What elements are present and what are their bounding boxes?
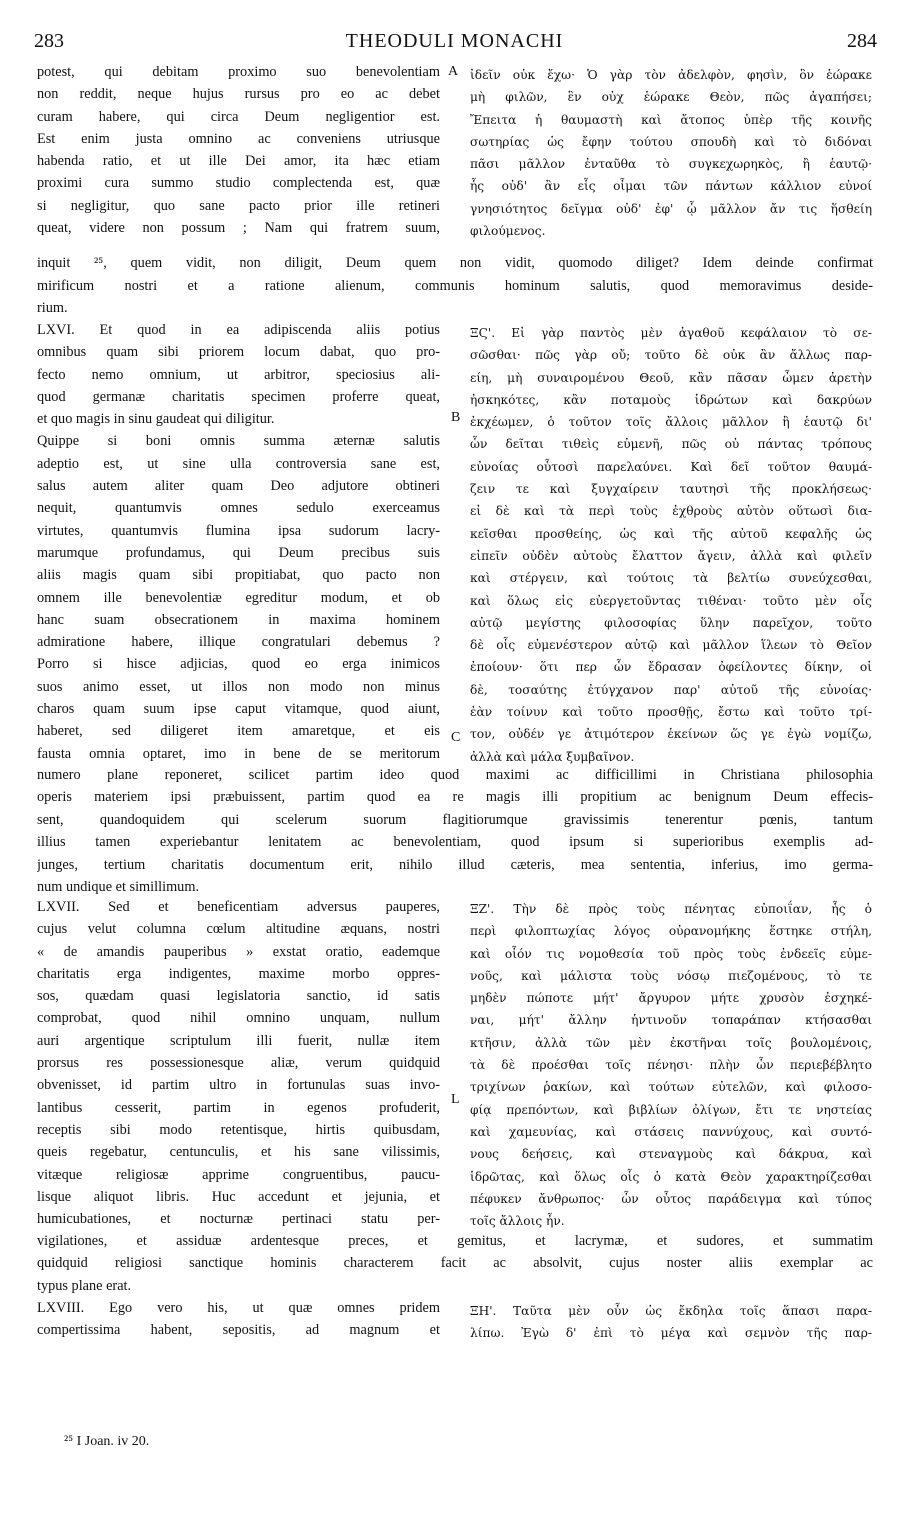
greek-line: εἰ δὲ καὶ τὰ περὶ τοὺς ἐχθροὺς αὐτὸν οὕτωσὶ δια- — [470, 504, 872, 519]
greek-line: τον, οὐδέν γε ἀτιμότερον ἐκείνων ὥς γε ἐγὼ νομίζω, — [470, 727, 872, 742]
greek-line: καὶ στέργειν, καὶ τούτοις τὰ βελτίω συνεύχεσθαι, — [470, 571, 872, 586]
margin-letter-a: A — [448, 64, 459, 79]
greek-line: είη, μὴ συναιρομένου Θεοῦ, κἂν πᾶσαν ὦμεν ἀρετὴν — [470, 370, 872, 385]
greek-line: φιλούμενος. — [470, 224, 546, 239]
latin-line: habenda ratio, et ut ille Dei amor, ita hæc etiam — [37, 153, 440, 170]
greek-line: πᾶσι μᾶλλον ἐνταῦθα τὸ συγκεχωρηκὸς, ἢ ἑαυτῷ· — [470, 157, 872, 172]
latin-line: LXVI. Et quod in ea adipiscenda aliis potius — [37, 322, 440, 338]
greek-line: μηδὲν πώποτε μήτ' ἄργυρον μήτε χρυσὸν ἐσχηκέ- — [470, 991, 872, 1006]
latin-line: quod germanæ charitatis specimen proferre queat, — [37, 388, 440, 405]
latin-line: comprobat, quod nihil omnino unquam, nullum — [37, 1010, 440, 1027]
latin-line: et quo magis in sinu gaudeat qui diligitur. — [37, 411, 275, 428]
latin-line: aliis magis quam sibi propitiabat, quo pacto non — [37, 567, 440, 584]
greek-column-section-2 — [470, 322, 872, 768]
greek-line: ἱδρῶτας, καὶ ὅλως οἷς ὁ κατὰ Θεὸν χαρακτηρίζεσθαι — [470, 1169, 872, 1184]
latin-line: vitæque religiosæ apprime congruentibus, paucu- — [37, 1166, 440, 1183]
greek-line: εἰπεῖν οὐδὲν αὐτοὺς ἔλαττον ἄγειν, ἀλλὰ καὶ φιλεῖν — [470, 548, 872, 563]
greek-line: ὧν δεῖται τιθεὶς εὐμενῆ, πῶς οὐ πάντας τρόπους — [470, 437, 872, 452]
latin-line: Porro si hisce adjicias, quod eo erga inimicos — [37, 656, 440, 673]
margin-letter-b: B — [451, 410, 461, 425]
latin-line: sos, quædam quasi legislatoria sanctio, id satis — [37, 988, 440, 1005]
latin-line: salus autem aliter quam Deo adjutore obtineri — [37, 478, 440, 495]
latin-line: hanc suam obsecrationem in maxima hominem — [37, 611, 440, 628]
margin-letter-c: C — [451, 730, 461, 745]
footnote: ²⁵ I Joan. iv 20. — [64, 1434, 150, 1449]
latin-line: charos quam suum ipse caput vitamque, quod aiunt, — [37, 701, 440, 718]
latin-line: queis regebatur, centunculis, et his sane vilissimis, — [37, 1144, 440, 1161]
latin-line: Est enim justa omnino ac conveniens utriusque — [37, 130, 440, 147]
latin-line: virtutes, quantumvis flumina ipsa sudorum lacry- — [37, 522, 440, 539]
page-number-left: 283 — [34, 30, 64, 52]
greek-line: ἰδεῖν οὐκ ἔχω· Ὁ γὰρ τὸν ἀδελφὸν, φησὶν, ὃν ἑώρακε — [470, 68, 872, 82]
greek-line: τριχίνων ῥακίων, καὶ τούτων εὐτελῶν, καὶ φιλοσο- — [470, 1080, 872, 1095]
greek-column-section-4 — [470, 1300, 872, 1345]
greek-line: Ἔπειτα ἡ θαυμαστὴ καὶ ἄτοπος ὑπὲρ τῆς κοινῆς — [470, 112, 872, 127]
full-line: junges, tertium charitatis documentum erit, nihilo illud cæteris, mea sententia, inferius, imo germa- — [37, 856, 873, 873]
greek-line: ζειν τε καὶ ξυγχαίρειν ταυτησὶ τῆς προκλήσεως· — [470, 482, 872, 497]
full-width-text-section-2 — [37, 764, 873, 898]
running-header — [30, 30, 879, 56]
full-width-text-section-1 — [37, 252, 873, 320]
greek-column-section-3 — [470, 898, 872, 1232]
latin-line: LXVIII. Ego vero his, ut quæ omnes pridem — [37, 1300, 440, 1316]
greek-line: ἐὰν τοίνυν καὶ τοῦτο προσθῇς, ἔστω καὶ τοῦτο τρί- — [470, 705, 872, 720]
greek-line: τοῖς ἄλλοις ἦν. — [470, 1214, 565, 1229]
greek-line: φίᾳ πρεπόντων, καὶ βιβλίων ὀλίγων, ἔτι τε νηστείας — [470, 1102, 872, 1117]
latin-column-section-3 — [37, 896, 440, 1230]
latin-line: haberet, sed diligeret item amaretque, et eis — [37, 723, 440, 740]
latin-line: lantibus cesserit, partim in egenos profuderit, — [37, 1099, 440, 1116]
latin-line: marumque profundamus, qui Deum precibus suis — [37, 544, 440, 561]
greek-line: σωτηρίας ὡς ἔφην τούτου σπουδὴ καὶ τὸ διδόναι — [470, 134, 872, 149]
full-line: num undique et simillimum. — [37, 879, 200, 896]
latin-line: LXVII. Sed et beneficentiam adversus pauperes, — [37, 899, 440, 915]
greek-line: νοῦς, καὶ μάλιστα τοὺς νόσῳ πιεζομένους, τὸ τε — [470, 968, 872, 983]
greek-line: περὶ φιλοπτωχίας λόγος οὐρανομήκης ἕστηκε στήλη, — [470, 924, 872, 939]
greek-line: μὴ φιλῶν, ἓν οὐχ ἑώρακε Θεὸν, πῶς ἀγαπήσει; — [470, 90, 872, 105]
full-line: illius tamen experiebantur lenitatem ac benevolentiam, quod ipsum si superioribus exemplis ad- — [37, 834, 873, 851]
latin-column-section-2 — [37, 319, 440, 765]
latin-line: prorsus res possessionesque aliæ, verum quidquid — [37, 1055, 440, 1072]
greek-line: ΞΗ'. Ταῦτα μὲν οὖν ὡς ἔκδηλα τοῖς ἅπασι παρα- — [470, 1304, 872, 1318]
full-line: sent, quandoquidem qui scelerum suorum flagitiorumque gravissimis tenerentur pœnis, tantum — [37, 811, 873, 828]
greek-line: καὶ οἷόν τις νομοθεσία τοῦ πρὸς τοὺς ἐνδεεῖς εὐμε- — [470, 946, 872, 961]
latin-line: charitatis erga indigentes, maxime morbo oppres- — [37, 965, 440, 982]
latin-line: non reddit, neque hujus rursus pro eo ac debet — [37, 86, 440, 103]
greek-line: ΞΖ'. Τὴν δὲ πρὸς τοὺς πένητας εὐποιΐαν, ἧς ὁ — [470, 902, 872, 916]
greek-line: καὶ χαμευνίας, καὶ στάσεις παννύχους, καὶ συντό- — [470, 1124, 872, 1139]
latin-line: fausta omnia optaret, imo in bene de se meritorum — [37, 745, 440, 762]
greek-line: ναι, μήτ' ἄλλην ἡντινοῦν τοπαράπαν κτήσασθαι — [470, 1013, 872, 1028]
greek-line: ἐκχέωμεν, ὁ τοῦτον τοῖς ἄλλοις μᾶλλον ἢ ἑαυτῷ δι' — [470, 415, 872, 430]
greek-line: εὐνοίας οὗτοσὶ παρελαύνει. Καὶ δεῖ τοῦτον θαυμά- — [470, 459, 872, 474]
latin-line: humicubationes, et nocturnæ pertinaci statu per- — [37, 1211, 440, 1228]
latin-line: si negligitur, quo sane pacto prior ille retineri — [37, 197, 440, 214]
running-title: THEODULI MONACHI — [345, 30, 564, 52]
greek-line: ἠσκηκότες, κἂν ποταμοὺς ἱδρώτων καὶ δακρύων — [470, 392, 872, 407]
full-line: numero plane reponeret, scilicet partim ideo quod maximi ac difficillimi in Christiana philosophia — [37, 767, 873, 783]
page-number-right: 284 — [847, 30, 877, 52]
full-line: operis materiem ipsi præbuissent, partim quod ea re magis illi propitium ac benignum Deum effecis- — [37, 789, 873, 806]
latin-line: omnibus quam sibi priorem locum dabat, quo pro- — [37, 344, 440, 361]
latin-line: cujus velut columna cœlum altitudine æquans, nostri — [37, 921, 440, 938]
latin-line: Quippe si boni omnis summa æternæ salutis — [37, 433, 440, 450]
greek-line: δὲ οἷς εὐμενέστερον αὐτῷ καὶ μᾶλλον ἵλεων τὸ Θεῖον — [470, 638, 872, 653]
latin-line: receptis sibi modo retentisque, hirtis quibusdam, — [37, 1121, 440, 1138]
full-width-text-section-3 — [37, 1230, 873, 1297]
margin-letter-l: L — [451, 1092, 460, 1107]
greek-line: γνησιότητος δεῖγμα οὐδ' ἐφ' ᾧ μᾶλλον ἄν τις ἥσθείη — [470, 201, 872, 216]
full-line: typus plane erat. — [37, 1277, 132, 1294]
latin-line: proximi cura summo studio complectenda est, quæ — [37, 175, 440, 192]
latin-line: auri argentique scriptulum illi fuerit, nullæ item — [37, 1032, 440, 1049]
latin-column-section-4 — [37, 1297, 440, 1342]
latin-line: « de amandis pauperibus » exstat oratio, eademque — [37, 943, 440, 960]
greek-line: δὲ, τοσαύτης ἐτύγχανον παρ' αὐτοῦ τῆς εὐνοίας· — [470, 682, 872, 697]
latin-line: nequit, quantumvis omnes sedulo exerceamus — [37, 500, 440, 517]
latin-line: lisque aliquot libris. Huc accedunt et jejunia, et — [37, 1188, 440, 1205]
greek-line: πέφυκεν ἄνθρωπος· ὧν οὗτος παράδειγμα καὶ τύπος — [470, 1191, 872, 1206]
latin-line: suos animo esset, ut illos non modo non minus — [37, 678, 440, 695]
latin-line: fecto nemo omnium, ut arbitror, speciosius ali- — [37, 366, 440, 383]
full-line: inquit ²⁵, quem vidit, non diligit, Deum quem non vidit, quomodo diliget? Idem deinde confirmat — [37, 255, 873, 271]
latin-column-section-1 — [37, 61, 440, 239]
latin-line: curam habere, qui circa Deum negligentior est. — [37, 108, 440, 125]
latin-line: potest, qui debitam proximo suo benevolentiam — [37, 64, 440, 80]
greek-line: τὰ δὲ προέσθαι τοῖς πένησι· πλὴν ὧν περιεβέβλητο — [470, 1058, 872, 1073]
greek-line: νους δεήσεις, καὶ στεναγμοὺς καὶ δάκρυα, καὶ — [470, 1147, 872, 1162]
full-line: vigilationes, et assiduæ ardentesque preces, et gemitus, et lacrymæ, et sudores, et summatim — [37, 1233, 873, 1249]
latin-line: adeptio est, ut sine ulla controversia sane est, — [37, 455, 440, 472]
greek-line: ΞϚ'. Εἰ γὰρ παντὸς μὲν ἀγαθοῦ κεφάλαιον τὸ σε- — [470, 326, 872, 340]
full-line: mirificum nostri et a ratione alienum, communis hominum salutis, quod memoravimus deside- — [37, 277, 873, 294]
greek-line: ἧς οὐδ' ἂν εἷς οἶμαι τῶν πάντων κάλλιον εὐνοί — [470, 179, 872, 194]
greek-column-section-1 — [470, 64, 872, 242]
greek-line: κεῖσθαι προσθείης, ὡς καὶ τῆς αὐτοῦ κεφαλῆς ὡς — [470, 526, 872, 541]
latin-line: queat, videre non possum ; Nam qui fratrem suum, — [37, 220, 440, 237]
greek-line: αὐτῷ μεγίστης φιλοσοφίας ὕλην παρεῖχον, τοῦτο — [470, 615, 872, 630]
greek-line: λίπω. Ἐγὼ δ' ἐπὶ τὸ μέγα καὶ σεμνὸν τῆς παρ- — [470, 1326, 872, 1341]
latin-line: omnem ille benevolentiæ egreditur modum, et ob — [37, 589, 440, 606]
latin-line: compertissima habent, sepositis, ad magnum et — [37, 1322, 440, 1339]
latin-line: admiratione habere, illique congratulari debemus ? — [37, 634, 440, 651]
full-line: quidquid religiosi sanctique hominis characterem facit ac absolvit, cujus noster aliis exemplar ac — [37, 1255, 873, 1272]
greek-line: κτῆσιν, ἀλλὰ τῶν μὲν ἐκστῆναι τοῖς βουλομένοις, — [470, 1035, 872, 1050]
greek-line: ἐποίουν· ὅτι περ ὧν ἔδρασαν ὀφείλοντες δίκην, οἱ — [470, 660, 872, 675]
full-line: rium. — [37, 300, 68, 316]
greek-line: σῶσθαι· πῶς γὰρ οὔ; τοῦτο δὲ οὐκ ἂν ἄλλως παρ- — [470, 348, 872, 363]
greek-line: καὶ ὅλως εἰς εὐεργετοῦντας τιθέναι· τοῦτο μὲν οἷς — [470, 593, 872, 608]
latin-line: obvenisset, id partim ultro in fortunulas suas invo- — [37, 1077, 440, 1094]
greek-line: ἀλλὰ καὶ μάλα ξυμβαῖνον. — [470, 749, 635, 764]
